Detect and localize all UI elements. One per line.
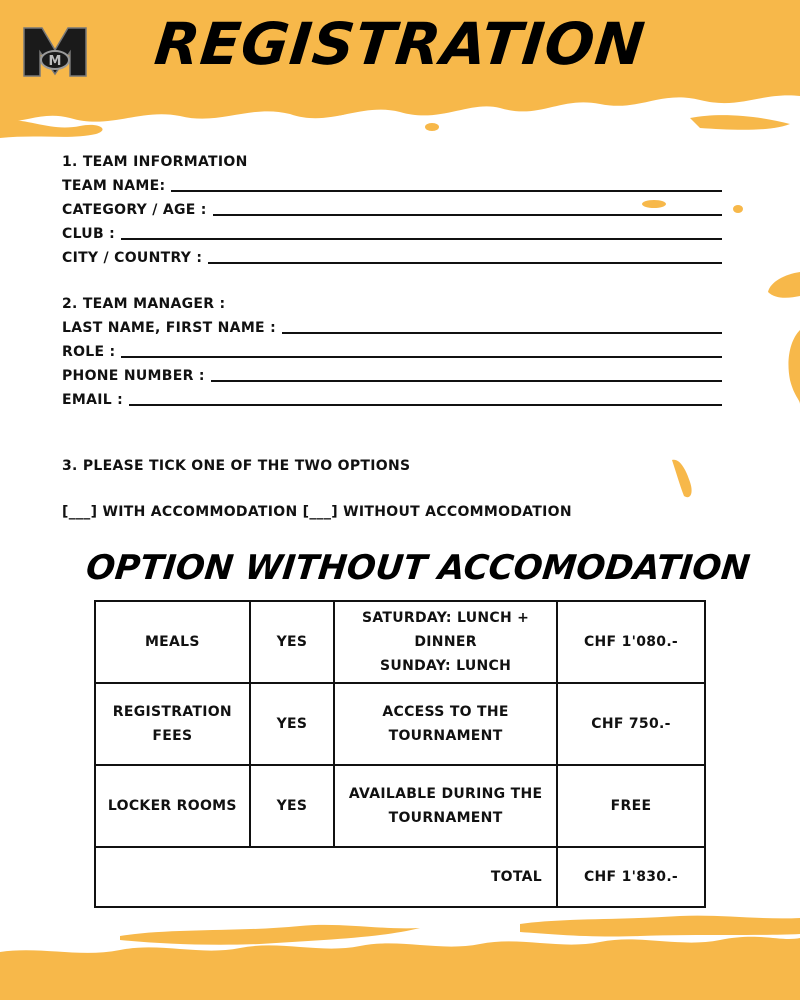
price-cell: FREE <box>557 765 705 847</box>
section3-heading: 3. PLEASE TICK ONE OF THE TWO OPTIONS <box>62 458 411 474</box>
phone-number-blank[interactable] <box>211 380 722 382</box>
role-field[interactable]: ROLE : <box>62 340 722 364</box>
price-cell: CHF 1'080.- <box>557 601 705 683</box>
details-cell: SATURDAY: LUNCH + DINNER SUNDAY: LUNCH <box>334 601 557 683</box>
included-cell: YES <box>250 683 334 765</box>
section1-heading: 1. TEAM INFORMATION <box>62 154 248 170</box>
team-name-blank[interactable] <box>171 190 722 192</box>
accommodation-options <box>62 500 722 524</box>
without-accommodation-label: WITHOUT ACCOMMODATION <box>343 504 572 520</box>
included-cell: YES <box>250 601 334 683</box>
logo-letter: M <box>48 54 62 69</box>
phone-number-field[interactable]: PHONE NUMBER : <box>62 364 722 388</box>
included-cell: YES <box>250 765 334 847</box>
section2-heading: 2. TEAM MANAGER : <box>62 296 226 312</box>
item-cell: LOCKER ROOMS <box>95 765 250 847</box>
option-subtitle: OPTION WITHOUT ACCOMODATION <box>84 548 752 588</box>
table-row <box>95 683 705 765</box>
details-cell: ACCESS TO THE TOURNAMENT <box>334 683 557 765</box>
with-accommodation-checkbox[interactable]: [___] <box>62 504 98 520</box>
club-blank[interactable] <box>121 238 722 240</box>
email-blank[interactable] <box>129 404 722 406</box>
city-country-field[interactable]: CITY / COUNTRY : <box>62 246 722 270</box>
item-cell: MEALS <box>95 601 250 683</box>
category-age-field[interactable]: CATEGORY / AGE : <box>62 198 722 222</box>
manager-name-blank[interactable] <box>282 332 722 334</box>
page-title: REGISTRATION <box>151 10 649 78</box>
registration-form <box>62 150 722 524</box>
total-value: CHF 1'830.- <box>557 847 705 907</box>
category-age-blank[interactable] <box>213 214 722 216</box>
pricing-table <box>94 600 706 908</box>
role-blank[interactable] <box>121 356 722 358</box>
manager-name-field[interactable]: LAST NAME, FIRST NAME : <box>62 316 722 340</box>
without-accommodation-checkbox[interactable]: [___] <box>302 504 338 520</box>
email-field[interactable]: EMAIL : <box>62 388 722 412</box>
item-cell: REGISTRATION FEES <box>95 683 250 765</box>
details-cell: AVAILABLE DURING THE TOURNAMENT <box>334 765 557 847</box>
table-row <box>95 601 705 683</box>
total-row <box>95 847 705 907</box>
city-country-blank[interactable] <box>208 262 722 264</box>
club-field[interactable]: CLUB : <box>62 222 722 246</box>
team-name-field[interactable]: TEAM NAME: <box>62 174 722 198</box>
total-label: TOTAL <box>95 847 557 907</box>
price-cell: CHF 750.- <box>557 683 705 765</box>
with-accommodation-label: WITH ACCOMMODATION <box>102 504 298 520</box>
table-row <box>95 765 705 847</box>
